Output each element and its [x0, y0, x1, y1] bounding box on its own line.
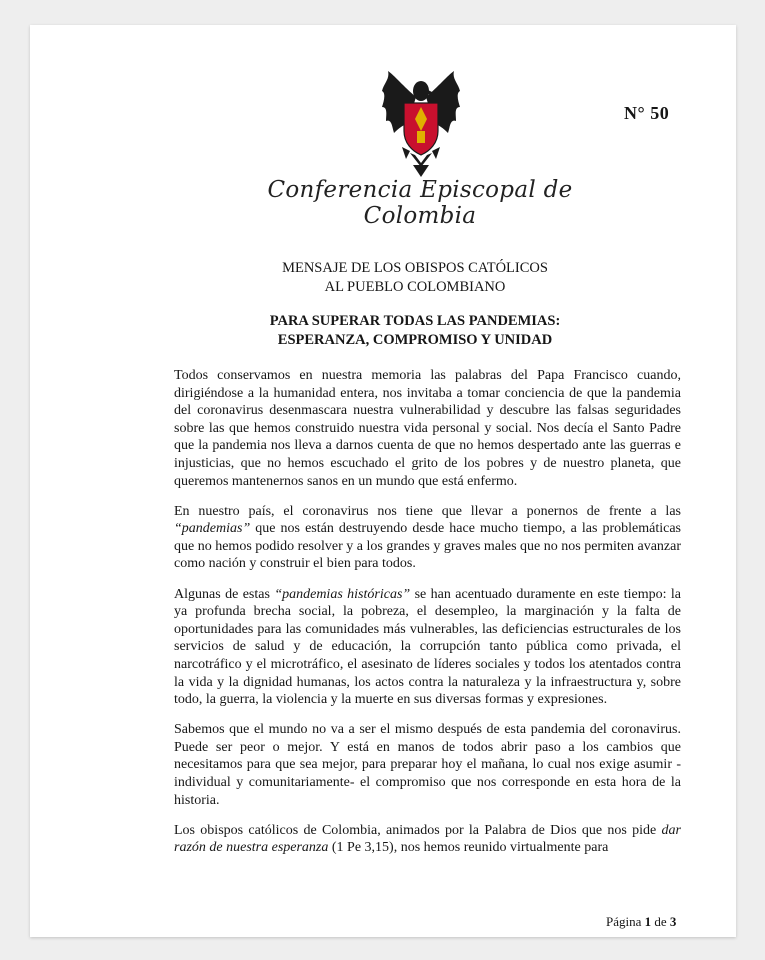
message-title	[210, 312, 620, 350]
paragraph-text: En nuestro país, el coronavirus nos tiene que llevar a ponernos de frente a las	[174, 503, 681, 519]
paragraph-text: (1 Pe 3,15), nos hemos reunido virtualmente para	[328, 840, 609, 856]
message-heading	[210, 259, 620, 297]
message-body	[174, 367, 681, 869]
paragraph-emphasis: dar razón de nuestra esperanza	[174, 822, 681, 856]
document-page	[30, 25, 736, 937]
body-paragraph	[174, 367, 681, 490]
paragraph-text: se han acentuado duramente en este tiempo: la ya profunda brecha social, la pobreza, el desempleo, la marginación y la falta de oportunidades para las comunidades más vulnerables, las deficiencias estructurales de los servicios de salud y de educación, la corrupción tanto pública como privada, el narcotráfico y el microtráfico, el asesinato de líderes sociales y todos los atentados contra la vida y la dignidad humanas, los actos contra la naturaleza y la infraestructura y, sobre todo, la guerra, la violencia y la muerte en sus diversas formas y expresiones.	[174, 586, 681, 708]
body-paragraph	[174, 503, 681, 573]
footer-prefix: Página	[606, 914, 642, 929]
body-paragraph	[174, 822, 681, 857]
paragraph-text: Todos conservamos en nuestra memoria las palabras del Papa Francisco cuando, dirigiéndose a la humanidad entera, nos invitaba a tomar conciencia de que la pandemia del coronavirus desenmascara nuestra vulnerabilidad y descubre las falsas seguridades sobre las que hemos construido nuestra vida personal y social. Nos decía el Santo Padre que la pandemia nos lleva a darnos cuenta de que no hemos despertado ante las guerras e injusticias, que no hemos escuchado el grito de los pobres y de nuestro planeta, que queremos mantenernos sanos en un mundo que está enfermo.	[174, 368, 681, 489]
paragraph-text: Algunas de estas	[174, 586, 275, 602]
message-heading-line: MENSAJE DE LOS OBISPOS CATÓLICOS	[282, 260, 548, 276]
footer-current-page: 1	[644, 914, 652, 929]
body-paragraph	[174, 721, 681, 809]
page-footer	[606, 914, 676, 930]
body-paragraph	[174, 586, 681, 709]
episcopal-coat-of-arms	[380, 69, 462, 181]
paragraph-emphasis: “pandemias históricas”	[274, 586, 411, 602]
paragraph-text: Los obispos católicos de Colombia, animados por la Palabra de Dios que nos pide	[174, 822, 662, 838]
message-title-line: ESPERANZA, COMPROMISO Y UNIDAD	[277, 332, 553, 348]
footer-total-pages: 3	[669, 914, 677, 929]
paragraph-emphasis: “pandemias”	[174, 521, 251, 537]
footer-middle: de	[654, 914, 667, 929]
message-title-line: PARA SUPERAR TODAS LAS PANDEMIAS:	[269, 313, 561, 329]
paragraph-text: que nos están destruyendo desde hace mucho tiempo, a las problemáticas que no hemos podido resolver y a los grandes y graves males que no nos permiten avanzar como nación y construir el bien para todos.	[174, 521, 681, 572]
organization-name: Conferencia Episcopal de Colombia	[267, 177, 573, 229]
document-number: N° 50	[624, 103, 670, 123]
message-heading-line: AL PUEBLO COLOMBIANO	[324, 279, 506, 295]
paragraph-text: Sabemos que el mundo no va a ser el mismo después de esta pandemia del coronavirus. Puede ser peor o mejor. Y está en manos de todos abrir paso a los cambios que necesitamos para que sea mejor, para preparar hoy el mañana, lo cual nos exige asumir -individual y comunitariamente- el compromiso que nos corresponde en esta hora de la historia.	[174, 722, 681, 808]
